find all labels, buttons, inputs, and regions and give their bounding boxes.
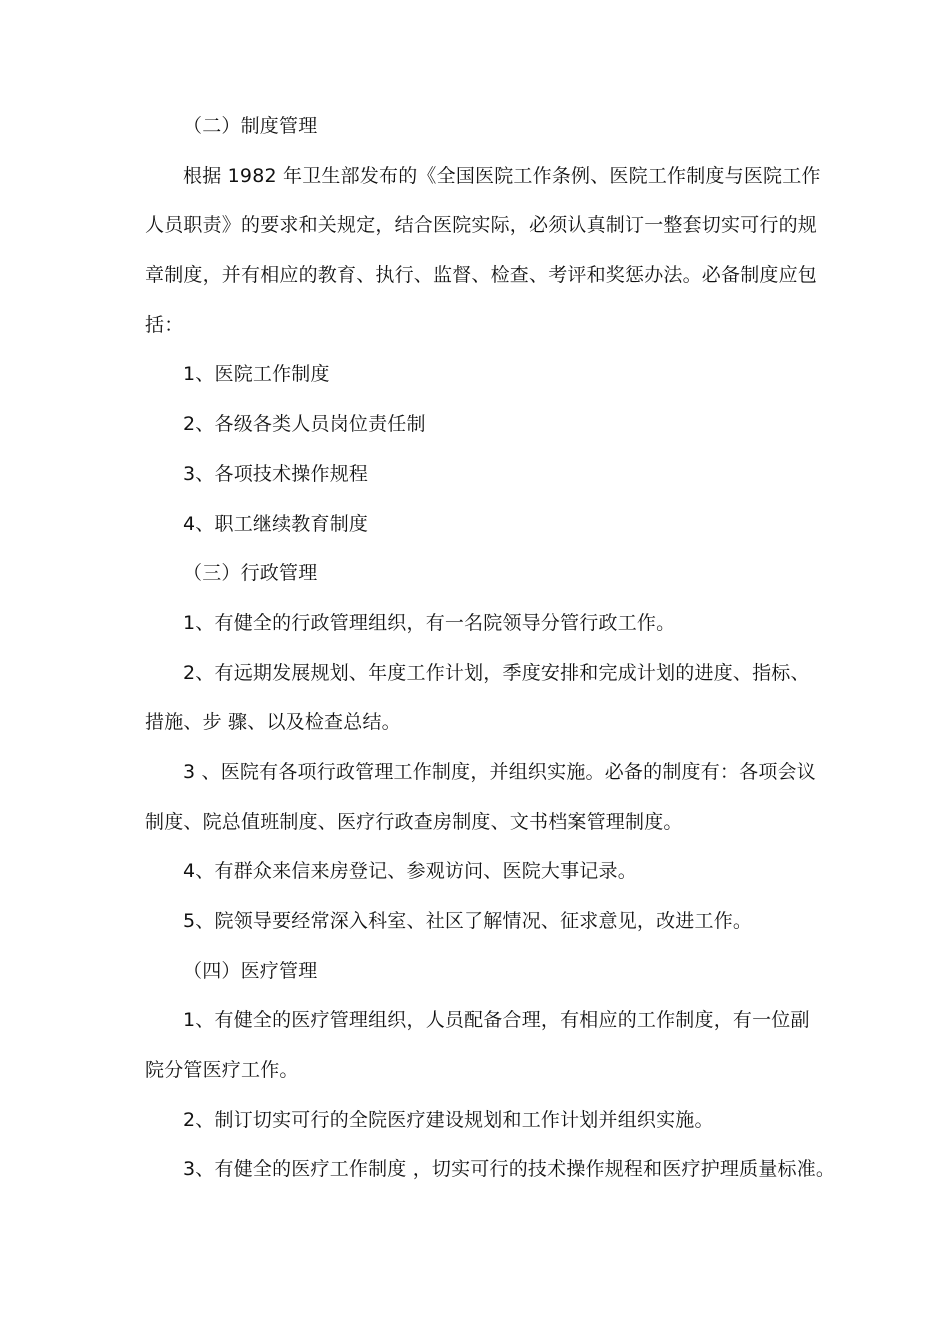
list-item: 2、各级各类人员岗位责任制 <box>183 413 426 436</box>
paragraph-line: 人员职责》的要求和关规定，结合医院实际，必须认真制订一整套切实可行的规 <box>145 214 818 237</box>
section-heading-administrative-management: （三）行政管理 <box>183 562 318 585</box>
list-item: 4、有群众来信来房登记、参观访问、医院大事记录。 <box>183 860 637 883</box>
list-item: 1、医院工作制度 <box>183 363 330 386</box>
list-item: 1、有健全的医疗管理组织，人员配备合理，有相应的工作制度，有一位副 <box>183 1009 810 1032</box>
list-item: 3、各项技术操作规程 <box>183 462 369 485</box>
list-item: 2、制订切实可行的全院医疗建设规划和工作计划并组织实施。 <box>183 1108 714 1131</box>
list-item: 2、有远期发展规划、年度工作计划，季度安排和完成计划的进度、指标、 <box>183 661 810 684</box>
section-heading-system-management: （二）制度管理 <box>183 115 318 137</box>
paragraph-line: 括： <box>145 313 184 336</box>
list-item: 3 、医院有各项行政管理工作制度，并组织实施。必备的制度有：各项会议 <box>183 760 816 783</box>
section-heading-medical-management: （四）医疗管理 <box>183 959 318 982</box>
list-item-continuation: 措施、步 骤、以及检查总结。 <box>145 711 401 734</box>
paragraph-line: 章制度，并有相应的教育、执行、监督、检查、考评和奖惩办法。必备制度应包 <box>145 264 818 287</box>
list-item: 5、院领导要经常深入科室、社区了解情况、征求意见，改进工作。 <box>183 910 753 932</box>
list-item-continuation: 制度、院总值班制度、医疗行政查房制度、文书档案管理制度。 <box>145 810 683 833</box>
list-item: 1、有健全的行政管理组织，有一名院领导分管行政工作。 <box>183 611 676 634</box>
list-item: 3、有健全的医疗工作制度 ，切实可行的技术操作规程和医疗护理质量标准。 <box>183 1158 836 1181</box>
list-item-continuation: 院分管医疗工作。 <box>145 1059 299 1082</box>
document-body <box>145 102 836 1195</box>
paragraph-line: 根据 1982 年卫生部发布的《全国医院工作条例、医院工作制度与医院工作 <box>183 164 821 187</box>
list-item: 4、职工继续教育制度 <box>183 512 369 535</box>
